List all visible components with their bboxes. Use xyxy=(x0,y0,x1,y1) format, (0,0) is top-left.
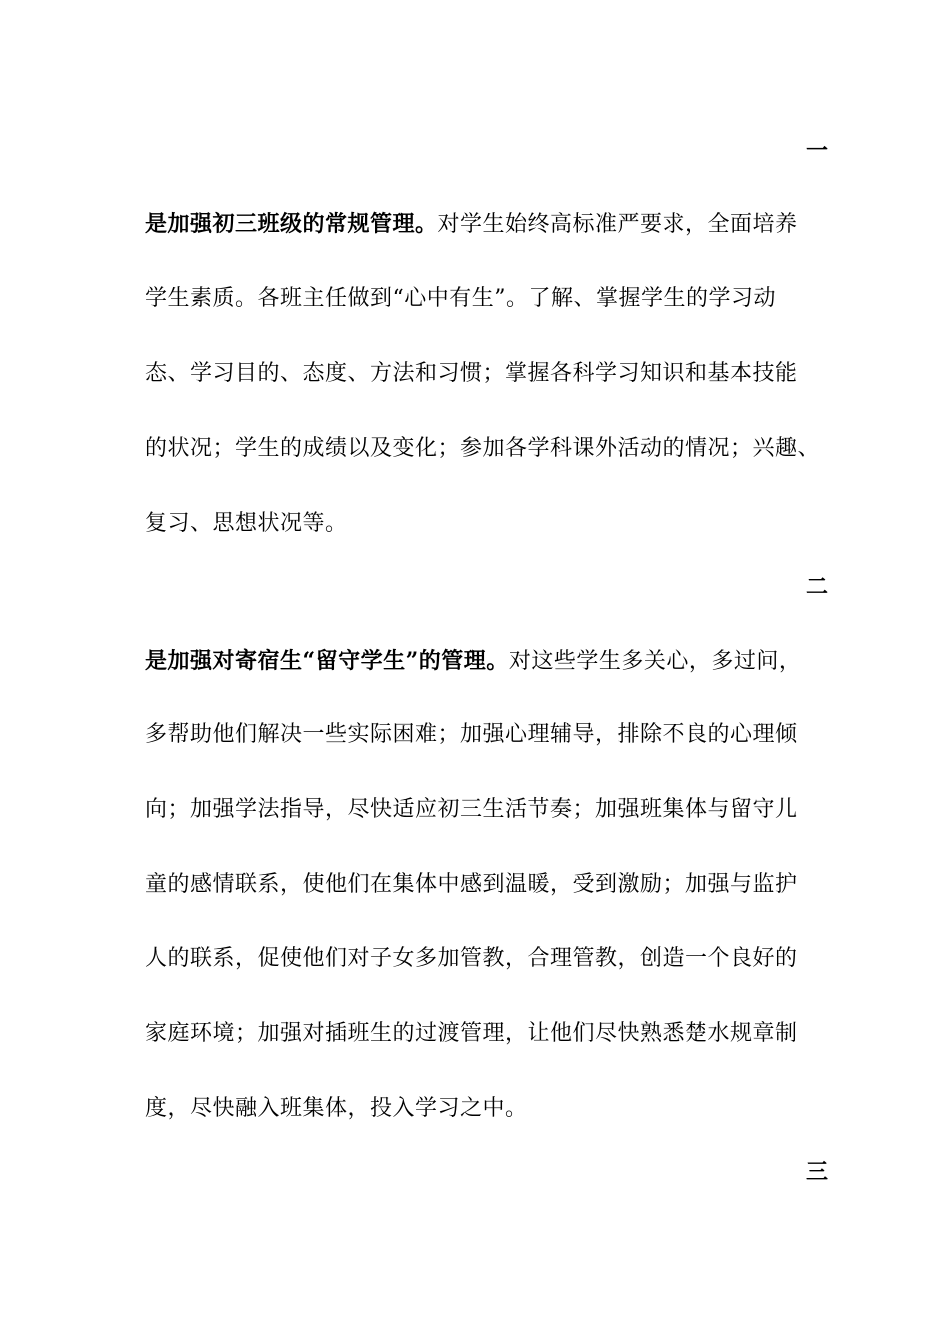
section-marker-3: 三 xyxy=(805,1159,828,1185)
section-1-line-3: 态、学习目的、态度、方法和习惯；掌握各科学习知识和基本技能 xyxy=(145,361,798,386)
section-2-line-1 xyxy=(145,646,801,677)
section-1-line-4: 的状况；学生的成绩以及变化；参加各学科课外活动的情况；兴趣、 xyxy=(145,436,821,461)
section-2-line-3: 向；加强学法指导，尽快适应初三生活节奏；加强班集体与留守儿 xyxy=(145,797,798,822)
section-2-line-2: 多帮助他们解决一些实际困难；加强心理辅导，排除不良的心理倾 xyxy=(145,722,798,747)
section-2-line-7: 度，尽快融入班集体，投入学习之中。 xyxy=(145,1096,528,1121)
section-2-lead: 是加强对寄宿生“留守学生”的管理。 xyxy=(145,648,509,674)
section-2-line-4: 童的感情联系，使他们在集体中感到温暖，受到激励；加强与监护 xyxy=(145,872,798,897)
section-1-line-1 xyxy=(145,209,798,240)
section-1-lead: 是加强初三班级的常规管理。 xyxy=(145,211,438,237)
section-2-line-1-text: 对这些学生多关心，多过问， xyxy=(508,649,802,674)
section-2-line-6: 家庭环境；加强对插班生的过渡管理，让他们尽快熟悉楚水规章制 xyxy=(145,1021,798,1046)
section-1-line-2: 学生素质。各班主任做到“心中有生”。了解、掌握学生的学习动 xyxy=(145,286,776,311)
section-marker-1: 一 xyxy=(805,138,828,164)
section-1-line-1-text: 对学生始终高标准严要求，全面培养 xyxy=(437,212,798,237)
section-1-line-5: 复习、思想状况等。 xyxy=(145,511,348,536)
section-2-line-5: 人的联系，促使他们对子女多加管教，合理管教，创造一个良好的 xyxy=(145,946,798,971)
section-marker-2: 二 xyxy=(805,574,828,600)
